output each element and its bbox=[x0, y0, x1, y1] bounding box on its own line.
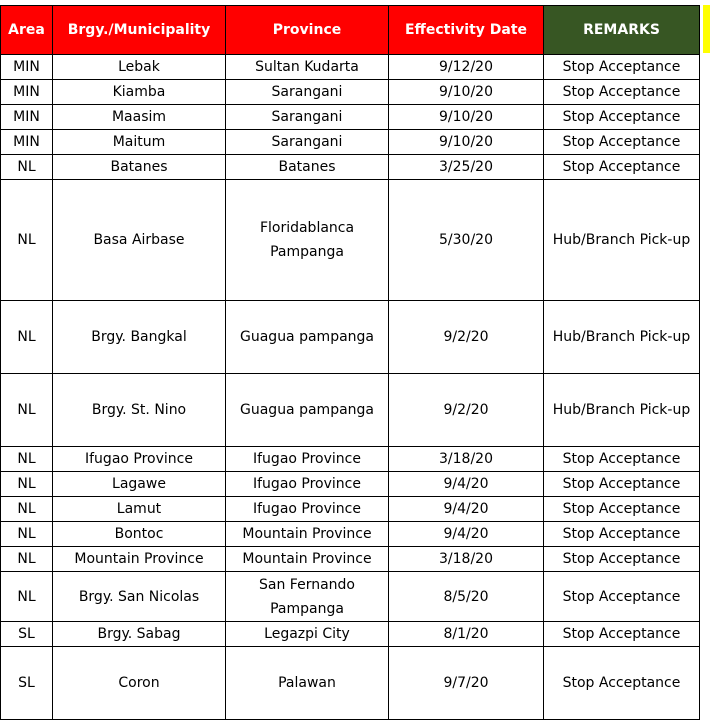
cell-remarks[interactable]: Stop Acceptance bbox=[544, 472, 700, 497]
table-row bbox=[1, 155, 700, 180]
table-row bbox=[1, 472, 700, 497]
cell-province[interactable]: Guagua pampanga bbox=[226, 374, 389, 447]
cell-remarks[interactable]: Stop Acceptance bbox=[544, 130, 700, 155]
cell-remarks[interactable]: Stop Acceptance bbox=[544, 155, 700, 180]
cell-date[interactable]: 5/30/20 bbox=[389, 180, 544, 301]
cell-province[interactable]: Ifugao Province bbox=[226, 497, 389, 522]
cell-date[interactable]: 9/4/20 bbox=[389, 522, 544, 547]
table-row bbox=[1, 497, 700, 522]
cell-location[interactable]: Lamut bbox=[53, 497, 226, 522]
cell-area[interactable]: MIN bbox=[1, 80, 53, 105]
table-row bbox=[1, 622, 700, 647]
cell-date[interactable]: 8/1/20 bbox=[389, 622, 544, 647]
cell-area[interactable]: NL bbox=[1, 572, 53, 622]
cell-remarks[interactable]: Hub/Branch Pick-up bbox=[544, 301, 700, 374]
cell-location[interactable]: Brgy. San Nicolas bbox=[53, 572, 226, 622]
table-row bbox=[1, 105, 700, 130]
cell-area[interactable]: NL bbox=[1, 547, 53, 572]
cell-date[interactable]: 9/10/20 bbox=[389, 130, 544, 155]
cell-location[interactable]: Maitum bbox=[53, 130, 226, 155]
cell-province[interactable]: Ifugao Province bbox=[226, 447, 389, 472]
cell-province[interactable]: Sarangani bbox=[226, 105, 389, 130]
cell-date[interactable]: 9/10/20 bbox=[389, 105, 544, 130]
header-location: Brgy./Municipality bbox=[53, 6, 226, 55]
cell-date[interactable]: 3/18/20 bbox=[389, 547, 544, 572]
cell-province[interactable]: San Fernando Pampanga bbox=[226, 572, 389, 622]
cell-location[interactable]: Lagawe bbox=[53, 472, 226, 497]
cell-area[interactable]: NL bbox=[1, 180, 53, 301]
cell-province[interactable]: Sarangani bbox=[226, 130, 389, 155]
cell-location[interactable]: Maasim bbox=[53, 105, 226, 130]
cell-province[interactable]: Mountain Province bbox=[226, 522, 389, 547]
cell-area[interactable]: NL bbox=[1, 472, 53, 497]
cell-location[interactable]: Batanes bbox=[53, 155, 226, 180]
table-row bbox=[1, 180, 700, 301]
cell-area[interactable]: NL bbox=[1, 155, 53, 180]
cell-remarks[interactable]: Stop Acceptance bbox=[544, 55, 700, 80]
cell-area[interactable]: NL bbox=[1, 522, 53, 547]
cell-date[interactable]: 9/4/20 bbox=[389, 472, 544, 497]
cell-location[interactable]: Mountain Province bbox=[53, 547, 226, 572]
cell-province[interactable]: Palawan bbox=[226, 647, 389, 720]
table-row bbox=[1, 547, 700, 572]
table-row bbox=[1, 572, 700, 622]
cell-province[interactable]: Guagua pampanga bbox=[226, 301, 389, 374]
adjacent-column-highlight bbox=[703, 5, 710, 53]
header-province: Province bbox=[226, 6, 389, 55]
cell-date[interactable]: 8/5/20 bbox=[389, 572, 544, 622]
cell-location[interactable]: Lebak bbox=[53, 55, 226, 80]
header-area: Area bbox=[1, 6, 53, 55]
cell-area[interactable]: MIN bbox=[1, 130, 53, 155]
cell-province[interactable]: Sultan Kudarta bbox=[226, 55, 389, 80]
cell-date[interactable]: 9/12/20 bbox=[389, 55, 544, 80]
cell-area[interactable]: MIN bbox=[1, 55, 53, 80]
cell-remarks[interactable]: Stop Acceptance bbox=[544, 547, 700, 572]
table-row bbox=[1, 522, 700, 547]
cell-date[interactable]: 9/7/20 bbox=[389, 647, 544, 720]
cell-province[interactable]: Legazpi City bbox=[226, 622, 389, 647]
table-row bbox=[1, 374, 700, 447]
cell-area[interactable]: NL bbox=[1, 447, 53, 472]
header-effectivity-date: Effectivity Date bbox=[389, 6, 544, 55]
header-row bbox=[1, 6, 700, 55]
cell-area[interactable]: SL bbox=[1, 647, 53, 720]
cell-location[interactable]: Kiamba bbox=[53, 80, 226, 105]
cell-date[interactable]: 3/18/20 bbox=[389, 447, 544, 472]
cell-province[interactable]: Mountain Province bbox=[226, 547, 389, 572]
cell-area[interactable]: NL bbox=[1, 497, 53, 522]
cell-area[interactable]: NL bbox=[1, 374, 53, 447]
cell-area[interactable]: MIN bbox=[1, 105, 53, 130]
cell-remarks[interactable]: Stop Acceptance bbox=[544, 105, 700, 130]
cell-area[interactable]: SL bbox=[1, 622, 53, 647]
cell-location[interactable]: Ifugao Province bbox=[53, 447, 226, 472]
cell-date[interactable]: 9/4/20 bbox=[389, 497, 544, 522]
table-row bbox=[1, 647, 700, 720]
cell-location[interactable]: Bontoc bbox=[53, 522, 226, 547]
table-row bbox=[1, 130, 700, 155]
cell-location[interactable]: Coron bbox=[53, 647, 226, 720]
cell-area[interactable]: NL bbox=[1, 301, 53, 374]
cell-remarks[interactable]: Stop Acceptance bbox=[544, 522, 700, 547]
suspended-areas-table bbox=[0, 5, 700, 720]
cell-remarks[interactable]: Stop Acceptance bbox=[544, 647, 700, 720]
cell-province[interactable]: Ifugao Province bbox=[226, 472, 389, 497]
table-row bbox=[1, 55, 700, 80]
cell-remarks[interactable]: Hub/Branch Pick-up bbox=[544, 180, 700, 301]
cell-province[interactable]: Sarangani bbox=[226, 80, 389, 105]
cell-remarks[interactable]: Stop Acceptance bbox=[544, 497, 700, 522]
cell-date[interactable]: 9/10/20 bbox=[389, 80, 544, 105]
cell-location[interactable]: Brgy. St. Nino bbox=[53, 374, 226, 447]
table-body bbox=[1, 55, 700, 720]
cell-remarks[interactable]: Stop Acceptance bbox=[544, 447, 700, 472]
table-row bbox=[1, 80, 700, 105]
cell-location[interactable]: Basa Airbase bbox=[53, 180, 226, 301]
cell-province[interactable]: Batanes bbox=[226, 155, 389, 180]
cell-location[interactable]: Brgy. Sabag bbox=[53, 622, 226, 647]
cell-remarks[interactable]: Hub/Branch Pick-up bbox=[544, 374, 700, 447]
cell-location[interactable]: Brgy. Bangkal bbox=[53, 301, 226, 374]
cell-province[interactable]: Floridablanca Pampanga bbox=[226, 180, 389, 301]
cell-remarks[interactable]: Stop Acceptance bbox=[544, 80, 700, 105]
table-row bbox=[1, 301, 700, 374]
cell-date[interactable]: 9/2/20 bbox=[389, 374, 544, 447]
cell-remarks[interactable]: Stop Acceptance bbox=[544, 572, 700, 622]
header-remarks: REMARKS bbox=[544, 6, 700, 55]
cell-date[interactable]: 9/2/20 bbox=[389, 301, 544, 374]
table-row bbox=[1, 447, 700, 472]
cell-date[interactable]: 3/25/20 bbox=[389, 155, 544, 180]
cell-remarks[interactable]: Stop Acceptance bbox=[544, 622, 700, 647]
